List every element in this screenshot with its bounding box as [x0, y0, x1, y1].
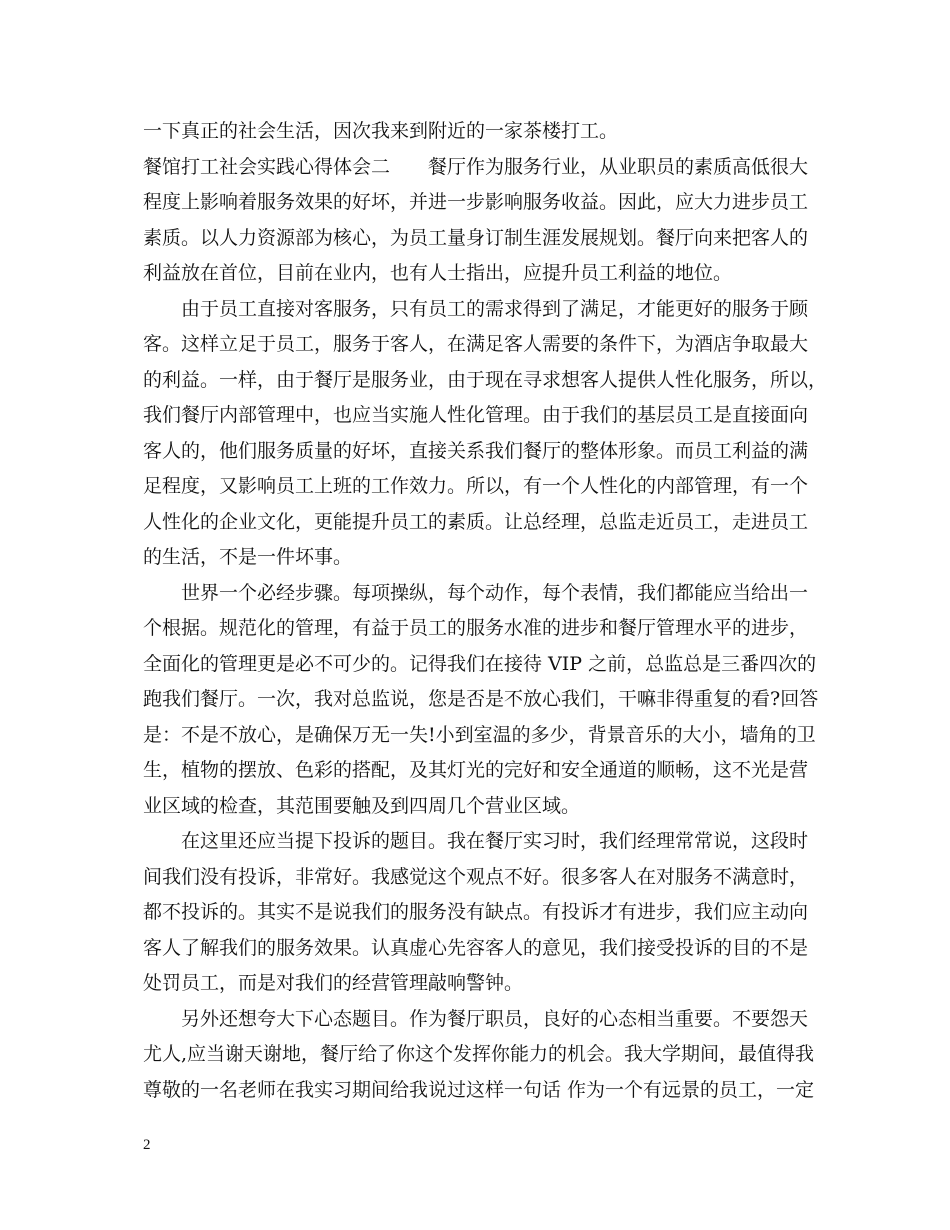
- text-line: 足程度，又影响员工上班的工作效力。所以，有一个人性化的内部管理，有一个: [143, 475, 809, 497]
- text-line: 利益放在首位，目前在业内，也有人士指出，应提升员工利益的地位。: [143, 262, 733, 284]
- text-line: 客人了解我们的服务效果。认真虚心先容客人的意见，我们接受投诉的目的不是: [143, 937, 809, 959]
- text-line: 素质。以人力资源部为核心，为员工量身订制生涯发展规划。餐厅向来把客人的: [143, 227, 809, 249]
- text-line: 的利益。一样，由于餐厅是服务业，由于现在寻求想客人提供人性化服务，所以，: [143, 369, 828, 391]
- text-line: 跑我们餐厅。一次，我对总监说，您是否是不放心我们，干嘛非得重复的看?回答: [143, 688, 819, 710]
- text-line: 人性化的企业文化，更能提升员工的素质。让总经理，总监走近员工，走进员工: [143, 511, 809, 533]
- text-line: 都不投诉的。其实不是说我们的服务没有缺点。有投诉才有进步，我们应主动向: [143, 901, 809, 923]
- page-number: 2: [143, 1137, 151, 1153]
- text-line: 一下真正的社会生活，因次我来到附近的一家茶楼打工。: [143, 120, 619, 142]
- text-line: 另外还想夸大下心态题目。作为餐厅职员，良好的心态相当重要。不要怨天: [143, 1008, 809, 1030]
- text-line: 程度上影响着服务效果的好坏，并进一步影响服务收益。因此，应大力进步员工: [143, 191, 809, 213]
- text-line: 间我们没有投诉，非常好。我感觉这个观点不好。很多客人在对服务不满意时，: [143, 866, 809, 888]
- text-line: 在这里还应当提下投诉的题目。我在餐厅实习时，我们经理常常说，这段时: [143, 830, 809, 852]
- text-line: 处罚员工，而是对我们的经营管理敲响警钟。: [143, 972, 524, 994]
- text-line: 全面化的管理更是必不可少的。记得我们在接待 VIP 之前，总监总是三番四次的: [143, 653, 817, 675]
- text-line: 尊敬的一名老师在我实习期间给我说过这样一句话 作为一个有远景的员工，一定: [143, 1079, 815, 1101]
- text-line: 餐馆打工社会实践心得体会二 餐厅作为服务行业，从业职员的素质高低很大: [143, 156, 809, 178]
- text-line: 由于员工直接对客服务，只有员工的需求得到了满足，才能更好的服务于顾: [143, 298, 809, 320]
- text-line: 个根据。规范化的管理，有益于员工的服务水准的进步和餐厅管理水平的进步，: [143, 617, 809, 639]
- text-line: 我们餐厅内部管理中，也应当实施人性化管理。由于我们的基层员工是直接面向: [143, 404, 809, 426]
- text-line: 的生活，不是一件坏事。: [143, 546, 353, 568]
- text-line: 客人的，他们服务质量的好坏，直接关系我们餐厅的整体形象。而员工利益的满: [143, 440, 809, 462]
- text-line: 是：不是不放心，是确保万无一失!小到室温的多少，背景音乐的大小，墙角的卫: [143, 724, 816, 746]
- text-line: 客。这样立足于员工，服务于客人，在满足客人需要的条件下，为酒店争取最大: [143, 333, 809, 355]
- text-line: 尤人,应当谢天谢地，餐厅给了你这个发挥你能力的机会。我大学期间，最值得我: [143, 1043, 815, 1065]
- text-line: 生，植物的摆放、色彩的搭配，及其灯光的完好和安全通道的顺畅，这不光是营: [143, 759, 809, 781]
- text-line: 世界一个必经步骤。每项操纵，每个动作，每个表情，我们都能应当给出一: [143, 582, 809, 604]
- text-line: 业区域的检查，其范围要触及到四周几个营业区域。: [143, 795, 581, 817]
